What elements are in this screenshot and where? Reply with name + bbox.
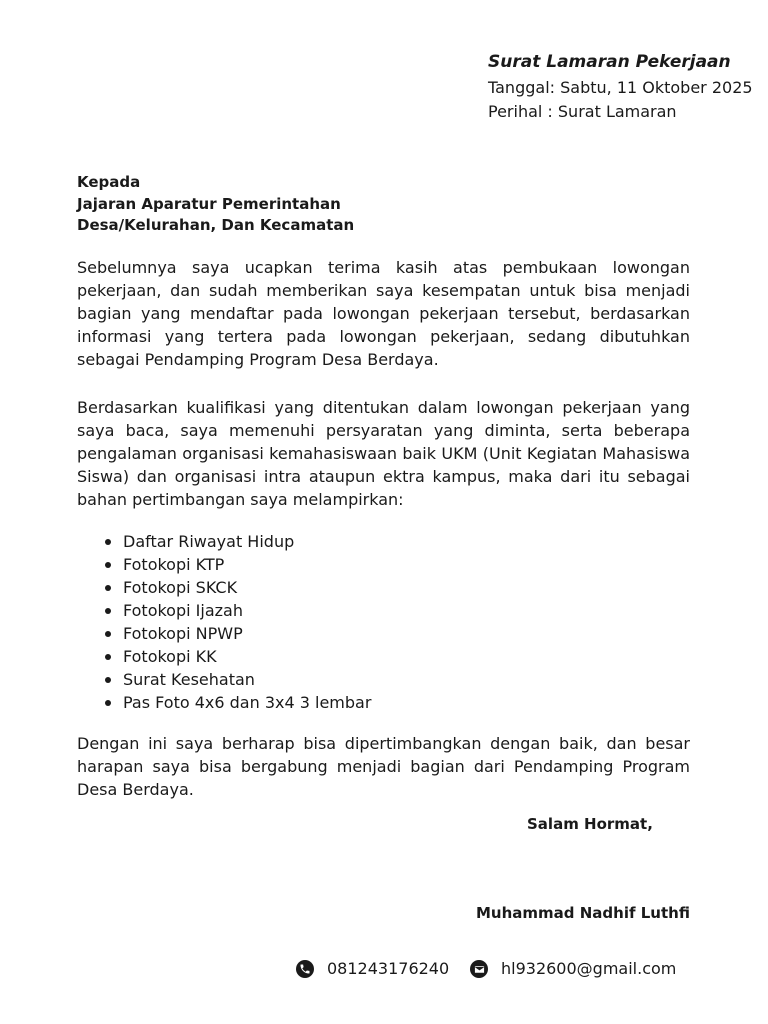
bullet-icon <box>105 562 111 568</box>
list-item <box>77 645 371 668</box>
list-item <box>77 622 371 645</box>
bullet-icon <box>105 539 111 545</box>
list-item <box>77 530 371 553</box>
list-item <box>77 553 371 576</box>
bullet-icon <box>105 631 111 637</box>
list-item-label: Fotokopi KK <box>123 647 217 666</box>
mail-icon <box>470 960 488 978</box>
bullet-icon <box>105 608 111 614</box>
letter-subject: Perihal : Surat Lamaran <box>488 102 677 121</box>
recipient-address: Desa/Kelurahan, Dan Kecamatan <box>77 216 355 234</box>
list-item <box>77 576 371 599</box>
qualification-paragraph: Berdasarkan kualifikasi yang ditentukan dalam lowongan pekerjaan yang saya baca, saya memenuhi persyaratan yang diminta, serta beberapa pengalaman organisasi kemahasiswaan baik UKM (Unit Kegiatan Mahasiswa Siswa) dan organisasi intra ataupun ektra kampus, maka dari itu sebagai bahan pertimbangan saya melampirkan: <box>77 398 690 509</box>
letter-header <box>488 50 763 124</box>
list-item <box>77 691 371 714</box>
closing-salutation: Salam Hormat, <box>527 815 653 833</box>
attachment-list <box>77 530 371 714</box>
list-item-label: Fotokopi KTP <box>123 555 225 574</box>
list-item-label: Fotokopi SKCK <box>123 578 238 597</box>
recipient-block <box>77 172 354 237</box>
list-item-label: Pas Foto 4x6 dan 3x4 3 lembar <box>123 693 372 712</box>
list-item-label: Fotokopi NPWP <box>123 624 243 643</box>
list-item <box>77 599 371 622</box>
list-item-label: Daftar Riwayat Hidup <box>123 532 295 551</box>
recipient-name: Jajaran Aparatur Pemerintahan <box>77 194 341 213</box>
contact-email[interactable] <box>470 958 676 980</box>
document-title: Surat Lamaran Pekerjaan <box>488 52 731 72</box>
phone-icon <box>296 960 314 978</box>
list-item-label: Fotokopi Ijazah <box>123 601 243 620</box>
bullet-icon <box>105 654 111 660</box>
closing-paragraph: Dengan ini saya berharap bisa dipertimbangkan dengan baik, dan besar harapan saya bisa bergabung menjadi bagian dari Pendamping Program Desa Berdaya. <box>77 734 690 799</box>
signer-name: Muhammad Nadhif Luthfi <box>476 904 690 922</box>
bullet-icon <box>105 677 111 683</box>
email-address: hl932600@gmail.com <box>501 959 677 978</box>
phone-number: 081243176240 <box>327 959 450 978</box>
letter-date: Tanggal: Sabtu, 11 Oktober 2025 <box>488 78 753 97</box>
recipient-salutation: Kepada <box>77 173 141 191</box>
bullet-icon <box>105 700 111 706</box>
opening-paragraph: Sebelumnya saya ucapkan terima kasih atas pembukaan lowongan pekerjaan, dan sudah memberikan saya kesempatan untuk bisa menjadi bagian yang mendaftar pada lowongan pekerjaan tersebut, berdasarkan informasi yang tertera pada lowongan pekerjaan, sedang dibutuhkan sebagai Pendamping Program Desa Berdaya. <box>77 258 690 369</box>
bullet-icon <box>105 585 111 591</box>
list-item-label: Surat Kesehatan <box>123 670 255 689</box>
list-item <box>77 668 371 691</box>
contact-phone[interactable] <box>296 958 449 980</box>
